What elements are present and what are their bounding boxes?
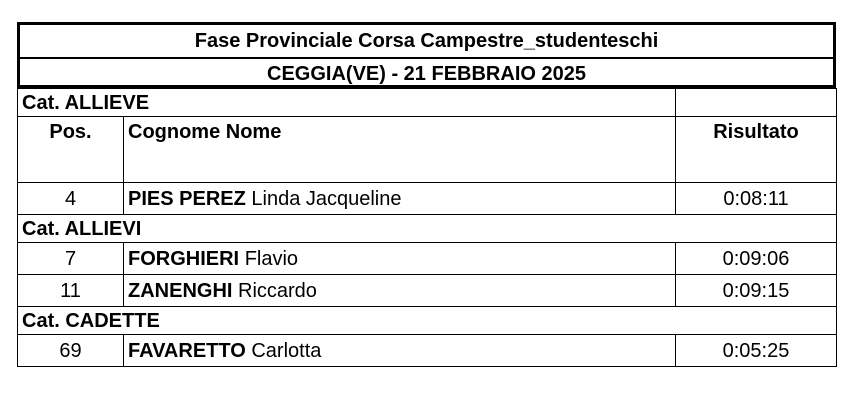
row-athlete-name <box>124 243 676 275</box>
category-empty-cell <box>676 89 837 117</box>
category-row <box>18 215 837 243</box>
results-table <box>17 88 837 367</box>
category-label: Cat. CADETTE <box>18 307 837 335</box>
row-surname: FORGHIERI <box>128 247 240 270</box>
row-athlete-name <box>124 183 676 215</box>
row-position: 7 <box>18 243 124 275</box>
row-firstname: Flavio <box>244 247 299 270</box>
row-position: 4 <box>18 183 124 215</box>
row-athlete-name <box>124 275 676 307</box>
category-label: Cat. ALLIEVI <box>18 215 837 243</box>
event-subtitle: CEGGIA(VE) - 21 FEBBRAIO 2025 <box>20 57 833 89</box>
row-position: 11 <box>18 275 124 307</box>
category-row <box>18 307 837 335</box>
column-header-row <box>18 117 837 183</box>
row-result: 0:08:11 <box>676 183 837 215</box>
column-header-pos: Pos. <box>18 117 124 183</box>
row-result: 0:09:15 <box>676 275 837 307</box>
column-header-result: Risultato <box>676 117 837 183</box>
table-row <box>18 275 837 307</box>
row-firstname: Riccardo <box>238 279 317 302</box>
row-position: 69 <box>18 335 124 367</box>
table-row <box>18 183 837 215</box>
row-firstname: Linda Jacqueline <box>251 187 402 210</box>
category-row <box>18 89 837 117</box>
title-box <box>17 22 836 88</box>
row-surname: PIES PEREZ <box>128 187 246 210</box>
column-header-name: Cognome Nome <box>124 117 676 183</box>
row-firstname: Carlotta <box>251 339 322 362</box>
row-result: 0:05:25 <box>676 335 837 367</box>
row-surname: FAVARETTO <box>128 339 246 362</box>
event-title: Fase Provinciale Corsa Campestre_studenteschi <box>194 30 659 52</box>
table-row <box>18 243 837 275</box>
row-athlete-name <box>124 335 676 367</box>
category-label: Cat. ALLIEVE <box>18 89 676 117</box>
table-row <box>18 335 837 367</box>
row-surname: ZANENGHI <box>128 279 233 302</box>
row-result: 0:09:06 <box>676 243 837 275</box>
